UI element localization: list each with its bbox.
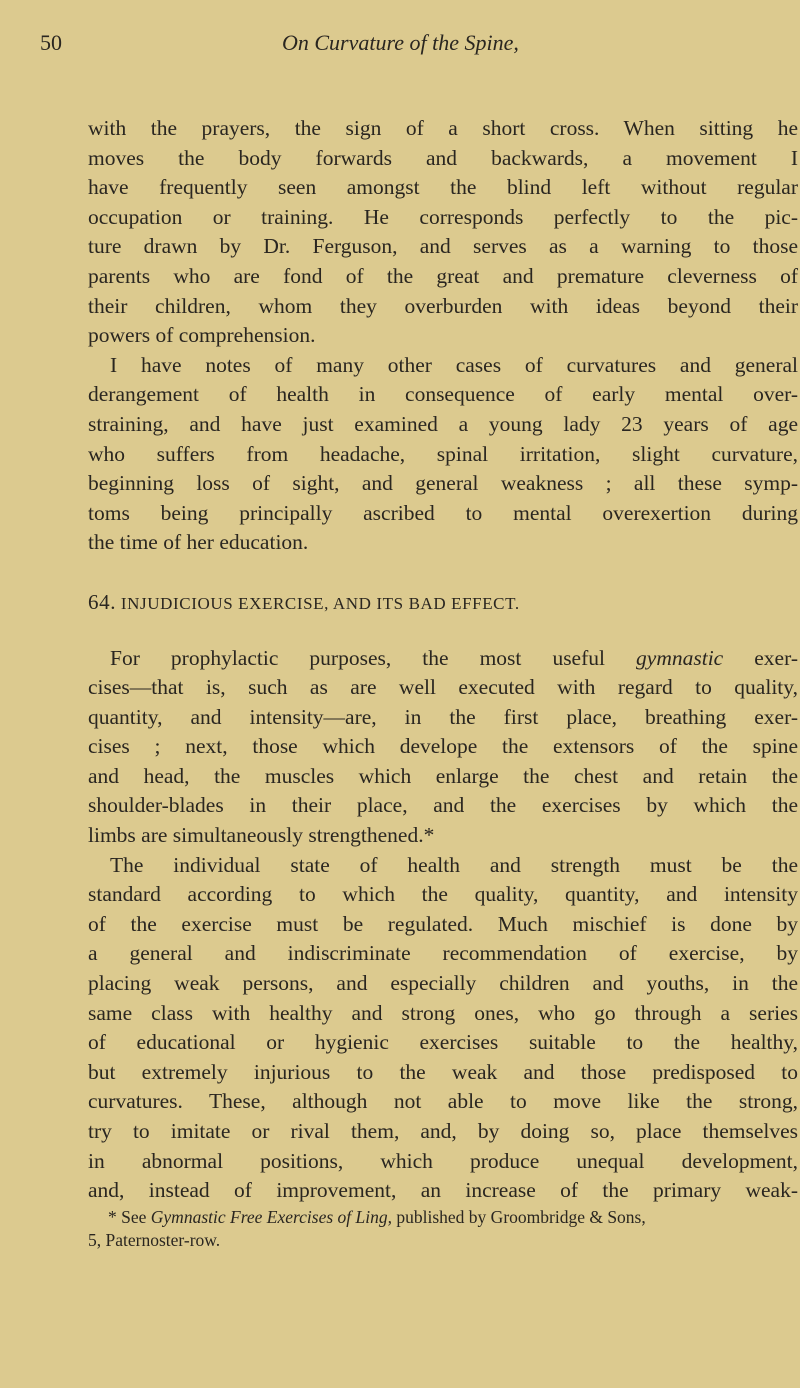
text-line: derangement of health in consequence of early mental over- [88, 382, 798, 407]
text-before-section [88, 114, 798, 558]
footnote-line-2: 5, Paternoster-row. [88, 1230, 221, 1250]
text-line: a general and indiscriminate recommendation of exercise, by [88, 941, 798, 966]
text-line: moves the body forwards and backwards, a movement I [88, 145, 798, 170]
section-heading [88, 588, 798, 618]
text-after-section [88, 644, 798, 1206]
text-line: cises ; next, those which develope the extensors of the spine [88, 734, 798, 759]
text-line: try to imitate or rival them, and, by doing so, place themselves [88, 1119, 798, 1143]
text-line: cises—that is, such as are well executed with regard to quality, [88, 675, 798, 700]
text-line: toms being principally ascribed to mental overexertion during [88, 500, 798, 525]
text-line: I have notes of many other cases of curvatures and general [110, 352, 798, 377]
footnote-marker: * See [108, 1207, 147, 1227]
footnote [88, 1206, 798, 1252]
section-number: 64. [88, 589, 117, 614]
text-line: shoulder-blades in their place, and the exercises by which the [88, 793, 798, 818]
text-line: have frequently seen amongst the blind left without regular [88, 175, 798, 200]
text-line: placing weak persons, and especially children and youths, in the [88, 971, 798, 996]
text-line: with the prayers, the sign of a short cross. When sitting he [88, 116, 798, 140]
text-line: ture drawn by Dr. Ferguson, and serves as a warning to those [88, 234, 798, 259]
text-line: in abnormal positions, which produce unequal development, [88, 1148, 798, 1173]
text-line: beginning loss of sight, and general weakness ; all these symp- [88, 471, 798, 496]
text-line: The individual state of health and strength must be the [110, 852, 798, 877]
text-line: standard according to which the quality, quantity, and intensity [88, 882, 798, 907]
text-line: the time of her education. [88, 530, 309, 555]
text-line: curvatures. These, although not able to move like the strong, [88, 1089, 798, 1114]
footnote-publisher: published by Groombridge & Sons, [396, 1207, 646, 1227]
running-title: On Curvature of the Spine, [282, 30, 519, 55]
text-line: same class with healthy and strong ones, who go through a series [88, 1000, 798, 1025]
footnote-line-1 [88, 1206, 798, 1229]
text-line: of educational or hygienic exercises suitable to the healthy, [88, 1030, 798, 1055]
text-line: parents who are fond of the great and premature cleverness of [88, 263, 798, 288]
text-line: but extremely injurious to the weak and those predisposed to [88, 1059, 798, 1084]
text-line: straining, and have just examined a young lady 23 years of age [88, 411, 798, 436]
section-title: INJUDICIOUS EXERCISE, AND ITS BAD EFFECT. [120, 593, 520, 613]
text-line: powers of comprehension. [88, 323, 316, 348]
text-line: and, instead of improvement, an increase of the primary weak- [88, 1178, 798, 1203]
text-line: of the exercise must be regulated. Much mischief is done by [88, 911, 798, 936]
text-line: quantity, and intensity—are, in the first place, breathing exer- [88, 704, 798, 729]
text-line: who suffers from headache, spinal irritation, slight curvature, [88, 441, 798, 466]
text-line: their children, whom they overburden with ideas beyond their [88, 293, 798, 318]
page-number: 50 [40, 30, 62, 55]
text-line: limbs are simultaneously strengthened.* [88, 823, 435, 848]
footnote-book-title: Gymnastic Free Exercises of Ling, [150, 1207, 392, 1227]
text-line: occupation or training. He corresponds perfectly to the pic- [88, 204, 798, 229]
text-line: For prophylactic purposes, the most useful gymnastic exer- [110, 645, 798, 670]
page-body [88, 114, 798, 1206]
text-line: and head, the muscles which enlarge the chest and retain the [88, 763, 798, 788]
